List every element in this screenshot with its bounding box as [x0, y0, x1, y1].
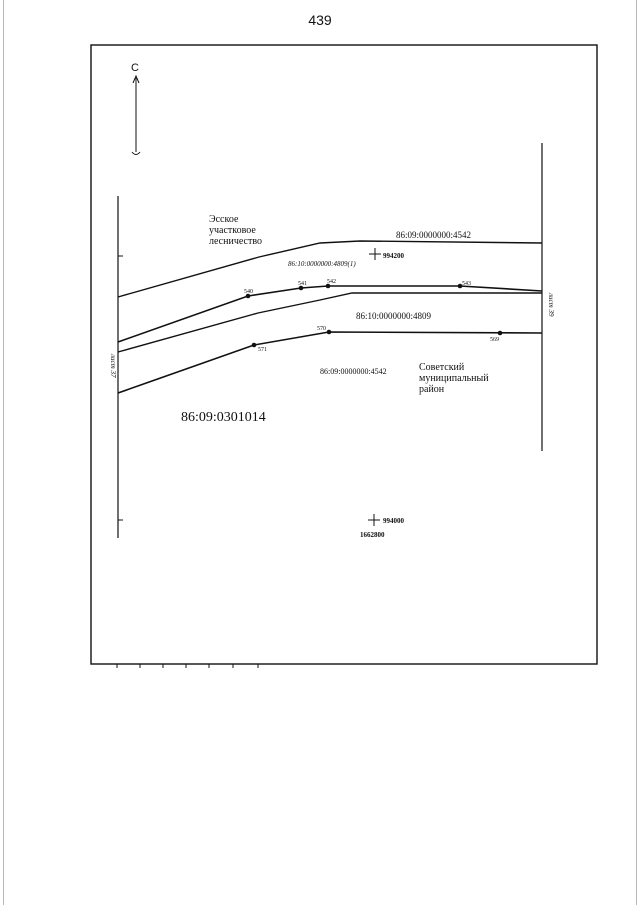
- point-570: 570: [317, 326, 326, 332]
- district-label-line3: район: [419, 384, 445, 395]
- page-number: 439: [308, 12, 332, 28]
- cadastral-quarter-label: 86:09:0301014: [181, 410, 266, 425]
- grid-label-994200: 994200: [383, 252, 404, 260]
- district-label-line1: Советский: [419, 362, 465, 373]
- district-label-line2: муниципальный: [419, 373, 489, 384]
- sheet-label-left: лист 37: [109, 354, 117, 378]
- grid-cross-icon: [368, 514, 380, 526]
- parcel-label-4542-upper: 86:09:0000000:4542: [396, 230, 472, 240]
- north-arrow-icon: [132, 76, 140, 155]
- grid-label-1662800: 1662800: [360, 531, 385, 539]
- boundary-4809: [118, 293, 542, 352]
- forestry-label-line3: лесничество: [209, 236, 262, 247]
- grid-label-994000: 994000: [383, 517, 404, 525]
- forestry-label-line2: участковое: [209, 225, 256, 236]
- parcel-label-4809-1: 86:10:0000000:4809(1): [288, 260, 356, 268]
- boundary-4542-upper: [118, 241, 542, 297]
- parcel-label-4809: 86:10:0000000:4809: [356, 311, 432, 321]
- point-541: 541: [298, 281, 307, 287]
- north-label: С: [131, 62, 139, 74]
- sheet-label-right: лист 39: [547, 293, 555, 317]
- parcel-label-4542-lower: 86:09:0000000:4542: [320, 367, 387, 376]
- point-542: 542: [327, 279, 336, 285]
- forestry-label-line1: Эсское: [209, 214, 239, 225]
- grid-cross-icon: [369, 248, 381, 260]
- point-543: 543: [462, 281, 471, 287]
- point-571: 571: [258, 347, 267, 353]
- point-540: 540: [244, 289, 253, 295]
- point-569: 569: [490, 337, 499, 343]
- map-frame: [91, 45, 597, 664]
